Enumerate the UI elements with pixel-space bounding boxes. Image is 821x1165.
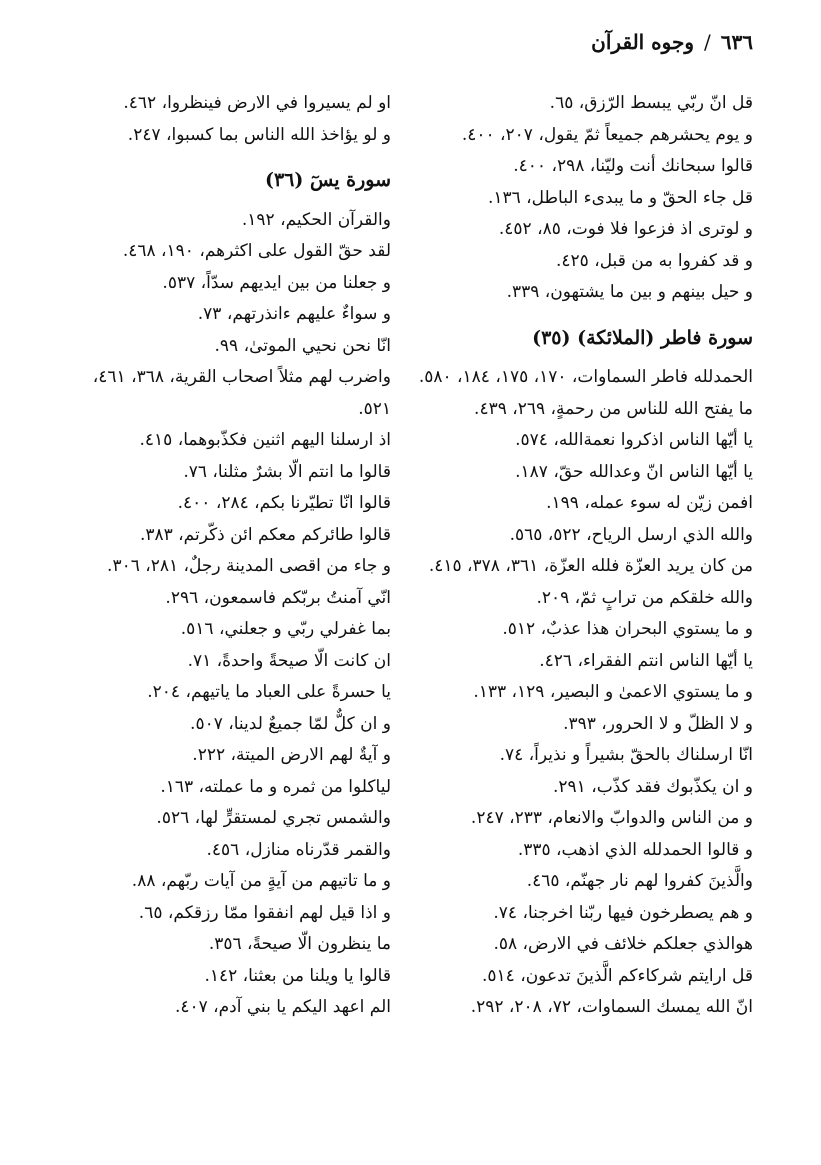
index-entry: و ان كلٌّ لمّا جميعٌ لدينا، ٥٠٧. xyxy=(190,713,391,734)
entry-list xyxy=(398,88,753,309)
index-entry: و قالوا الحمدلله الذي اذهب، ٣٣٥. xyxy=(517,839,753,860)
index-entry: و ما يستوي البحران هذا عذبٌ، ٥١٢. xyxy=(502,619,753,639)
index-entry: الحمدلله فاطر السماوات، ١٧٠، ١٧٥، ١٨٤، ٥٨٠. xyxy=(418,367,753,387)
index-entry: يا أيّها الناس انّ وعدالله حقّ، ١٨٧. xyxy=(515,461,753,482)
book-title: وجوه القرآن xyxy=(591,30,695,54)
index-entry: قل ارايتم شركاءكم الَّذينَ تدعون، ٥١٤. xyxy=(481,965,753,986)
index-entry: والَّذينَ كفروا لهم نار جهنّم، ٤٦٥. xyxy=(526,871,753,891)
surah-heading-yasin: سورة يسٓ (٣٦) xyxy=(264,169,391,191)
index-entry: و ما تاتيهم من آيةٍ من آيات ربّهم، ٨٨. xyxy=(131,871,391,891)
index-entry: والشمس تجري لمستقرٍّ لها، ٥٢٦. xyxy=(156,808,391,828)
index-entry: او لم يسيروا في الارض فينظروا، ٤٦٢. xyxy=(123,93,391,113)
index-entry: افمن زيّن له سوء عمله، ١٩٩. xyxy=(546,493,753,513)
index-entry: ان كانت الّا صيحةً واحدةً، ٧١. xyxy=(187,650,391,671)
index-entry: لقد حقّ القول على اكثرهم، ١٩٠، ٤٦٨. xyxy=(122,241,391,261)
index-entry: و من الناس والدوابّ والانعام، ٢٣٣، ٢٤٧. xyxy=(470,808,753,828)
index-entry: والقمر قدّرناه منازل، ٤٥٦. xyxy=(206,839,391,860)
index-entry: انّا نحن نحيي الموتىٰ، ٩٩. xyxy=(214,335,391,356)
index-entry: و قد كفروا به من قبل، ٤٢٥. xyxy=(555,250,753,271)
index-entry: لياكلوا من ثمره و ما عملته، ١٦٣. xyxy=(160,776,391,797)
index-entry: و هم يصطرخون فيها ربّنا اخرجنا، ٧٤. xyxy=(493,902,753,923)
index-entry: و لو يؤاخذ الله الناس بما كسبوا، ٢٤٧. xyxy=(127,124,391,145)
index-entry-wrapped: واضرب لهم مثلاً اصحاب القرية، ٣٦٨، ٤٦١، ٥٢١. xyxy=(92,367,391,419)
index-entry: بما غفرلي ربّي و جعلني، ٥١٦. xyxy=(180,619,391,639)
index-entry: و آيةٌ لهم الارض الميتة، ٢٢٢. xyxy=(192,745,391,765)
index-entry: والله الذي ارسل الرياح، ٥٢٢، ٥٦٥. xyxy=(509,524,753,545)
index-entry: ما ينظرون الّا صيحةً، ٣٥٦. xyxy=(208,934,391,954)
page-header xyxy=(591,30,753,54)
left-column xyxy=(61,88,391,1024)
index-entry: و سواءٌ عليهم ءانذرتهم، ٧٣. xyxy=(197,304,391,324)
index-entry: و حيل بينهم و بين ما يشتهون، ٣٣٩. xyxy=(506,282,753,302)
index-entry: و لا الظلّ و لا الحرور، ٣٩٣. xyxy=(563,713,753,734)
entry-list xyxy=(61,205,391,1024)
index-entry: قالوا سبحانك أنت وليّنا، ٢٩٨، ٤٠٠. xyxy=(513,156,753,176)
index-entry: و جعلنا من بين ايديهم سدّاً، ٥٣٧. xyxy=(162,272,391,293)
index-entry: اذ ارسلنا اليهم اثنين فكذّبوهما، ٤١٥. xyxy=(139,430,391,450)
index-entry: و ان يكذّبوك فقد كذّب، ٢٩١. xyxy=(553,776,753,797)
index-entry: و لوترى اذ فزعوا فلا فوت، ٨٥، ٤٥٢. xyxy=(498,219,753,239)
index-entry: هوالذي جعلكم خلائف في الارض، ٥٨. xyxy=(493,934,753,954)
index-entry: قل جاء الحقّ و ما يبدىء الباطل، ١٣٦. xyxy=(487,187,753,208)
index-entry: يا أيّها الناس انتم الفقراء، ٤٢٦. xyxy=(539,650,753,671)
index-entry: قالوا طائركم معكم ائن ذكّرتم، ٣٨٣. xyxy=(139,524,391,545)
index-entry: قالوا انّا تطيّرنا بكم، ٢٨٤، ٤٠٠. xyxy=(177,493,391,513)
index-entry: انّي آمنتُ بربّكم فاسمعون، ٢٩٦. xyxy=(165,587,391,608)
index-entry: و ما يستوي الاعمىٰ و البصير، ١٢٩، ١٣٣. xyxy=(473,682,753,702)
index-entry: يا حسرةً على العباد ما ياتيهم، ٢٠٤. xyxy=(147,682,391,702)
surah-heading-fatir: سورة فاطر (الملائكة) (٣٥) xyxy=(532,326,753,349)
index-entry: انّا ارسلناك بالحقّ بشيراً و نذيراً، ٧٤. xyxy=(499,745,753,765)
entry-list xyxy=(61,88,391,151)
index-entry: و جاء من اقصى المدينة رجلٌ، ٢٨١، ٣٠٦. xyxy=(107,556,391,576)
index-entry: والله خلقكم من ترابٍ ثمّ، ٢٠٩. xyxy=(536,587,753,608)
index-entry: قالوا يا ويلنا من بعثنا، ١٤٢. xyxy=(204,965,391,986)
header-separator: / xyxy=(704,30,711,54)
index-entry: والقرآن الحكيم، ١٩٢. xyxy=(241,209,391,230)
index-entry: و اذا قيل لهم انفقوا ممّا رزقكم، ٦٥. xyxy=(138,902,391,923)
index-entry: قل انّ ربّي يبسط الرّزق، ٦٥. xyxy=(549,93,753,113)
index-entry: ما يفتح الله للناس من رحمةٍ، ٢٦٩، ٤٣٩. xyxy=(474,398,753,419)
index-entry: من كان يريد العزّة فلله العزّة، ٣٦١، ٣٧٨، ٤١٥. xyxy=(428,556,753,576)
page-number: ٦٣٦ xyxy=(720,30,753,54)
index-entry: و يوم يحشرهم جميعاً ثمّ يقول، ٢٠٧، ٤٠٠. xyxy=(461,124,753,145)
index-entry: قالوا ما انتم الّا بشرٌ مثلنا، ٧٦. xyxy=(183,461,391,482)
index-entry: الم اعهد اليكم يا بني آدم، ٤٠٧. xyxy=(174,997,391,1017)
right-column xyxy=(398,88,753,1024)
index-entry: يا أيّها الناس اذكروا نعمةالله، ٥٧٤. xyxy=(515,430,753,450)
index-entry: انّ الله يمسك السماوات، ٧٢، ٢٠٨، ٢٩٢. xyxy=(470,997,753,1017)
entry-list xyxy=(398,362,753,1024)
